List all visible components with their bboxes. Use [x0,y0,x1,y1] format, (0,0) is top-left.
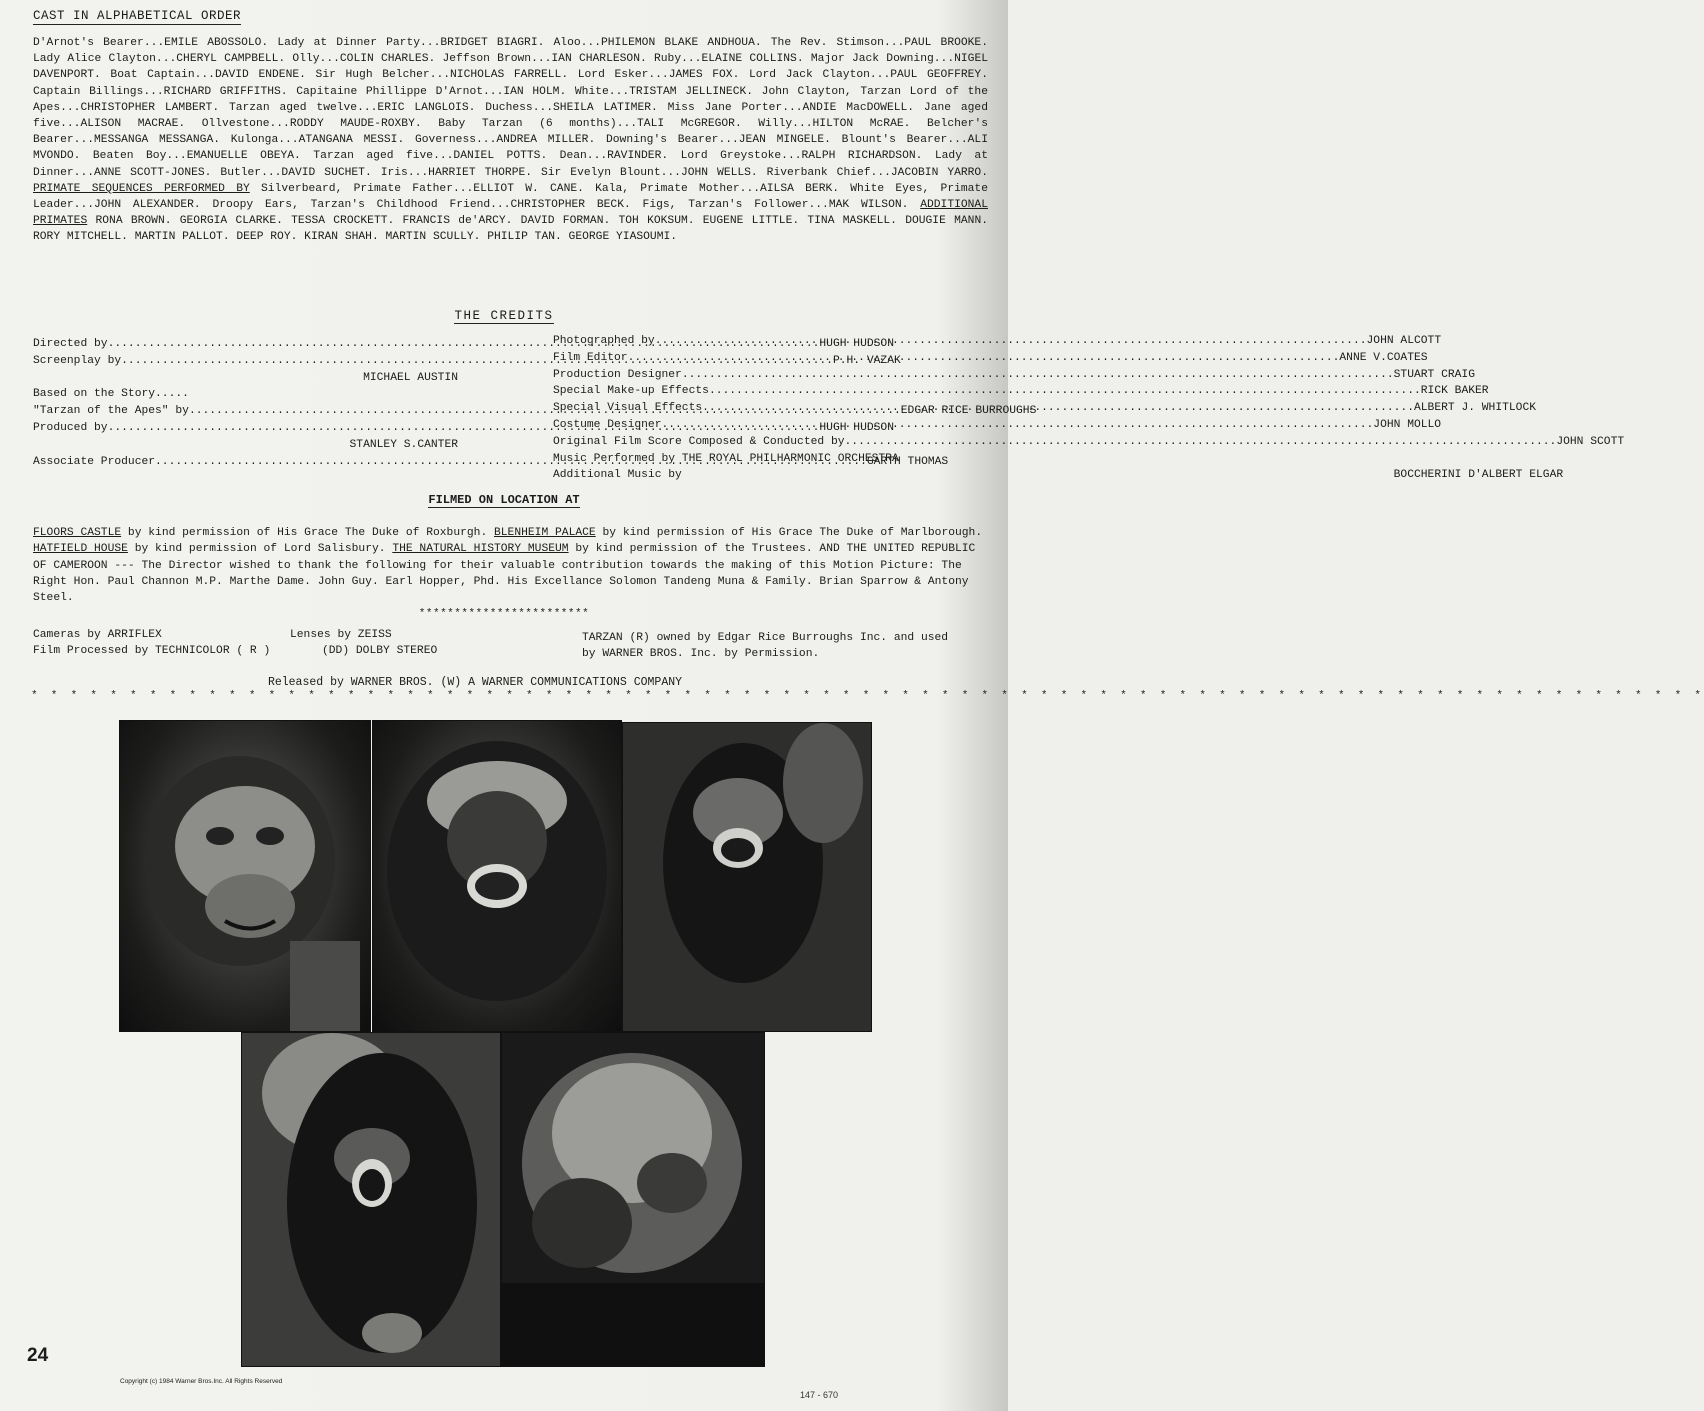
location-credit: by kind permission of the Trustees. AND THE UNITED REPUBLIC OF CAMEROON --- The Director wished to thank the following for their valuable contribution towards the making of this Motion Picture: The Right Hon. Paul Channon M.P. Marthe Dame. John Guy. Earl Hopper, Phd. His Excellance Solomon Tandeng Muna & Family. Brian Sparrow & Antony Steel. [33,543,976,605]
credit-value: JOHN ALCOTT [1366,335,1442,347]
credit-value: EDGAR RICE BURROUGHS [900,405,1037,418]
location-credit: by kind permission of Lord Salisbury. [127,543,393,556]
credit-value-continued: STANLEY S.CANTER [349,438,458,451]
credit-row [33,386,458,403]
credit-row [553,400,1537,417]
location-text [33,525,988,606]
chimpanzee-photo-2 [372,720,622,1032]
credit-label: Based on the Story..... [33,388,189,401]
credit-value: BOCCHERINI D'ALBERT ELGAR [1393,469,1564,482]
credit-row [553,451,978,468]
cast-header: CAST IN ALPHABETICAL ORDER [33,9,242,23]
credit-value: JOHN MOLLO [1373,418,1442,431]
credit-label: Produced by [33,421,108,434]
credit-value-continued: MICHAEL AUSTIN [363,371,458,384]
tarzan-trademark: TARZAN (R) owned by Edgar Rice Burroughs Inc. and used [582,632,949,644]
credit-label: Screenplay by [33,354,122,367]
credit-value: ALBERT J. WHITLOCK [1413,402,1537,415]
blenheim-palace-label: BLENHEIM PALACE [494,527,596,539]
credit-label: Directed by [33,338,108,350]
credit-value: JOHN SCOTT [1556,435,1625,448]
credit-value: P.H. VAZAK [832,354,901,367]
location-title [0,493,1008,507]
credit-row [553,333,1442,350]
credit-row [553,434,1625,451]
credit-label: Additional Music by [553,469,682,482]
additional-primates-text: RONA BROWN. GEORGIA CLARKE. TESSA CROCKETT. FRANCIS de'ARCY. DAVID FORMAN. TOH KOKSUM. EUGENE LITTLE. TINA MASKELL. DOUGIE MANN. RORY MITCHELL. MARTIN PALLOT. DEEP ROY. KIRAN SHAH. MARTIN SCULLY. PHILIP TAN. GEORGE YIASOUMI. [33,215,989,244]
tarzan-trademark-cont: by WARNER BROS. Inc. by Permission. [582,648,820,660]
cast-text: D'Arnot's Bearer...EMILE ABOSSOLO. Lady at Dinner Party...BRIDGET BIAGRI. Aloo...PHILEMON BLAKE ANDHOUA. The Rev. Stimson...PAUL BROOKE. Lady Alice Clayton...CHERYL CAMPBELL. Olly...COLIN CHARLES. Jeffson Brown...IAN CHARLESON. Ruby...ELAINE COLLINS. Major Jack Downing...NIGEL DAVENPORT. Boat Captain...DAVID ENDENE. Sir Hugh Belcher...NICHOLAS FARRELL. Lord Esker...JAMES FOX. Lord Jack Clayton...PAUL GEOFFREY. Captain Billings...RICHARD GRIFFITHS. Capitaine Phillippe D'Arnot...IAN HOLM. White...TRISTAM JELLINECK. John Clayton, Tarzan Lord of the Apes...CHRISTOPHER LAMBERT. Tarzan aged twelve...ERIC LANGLOIS. Duchess...SHEILA LATIMER. Miss Jane Porter...ANDIE MacDOWELL. Jane aged five...ALISON MACRAE. Ollvestone...RODDY MAUDE-ROXBY. Baby Tarzan (6 months)...TALI McGREGOR. Willy...HILTON McRAE. Belcher's Bearer...MESSANGA MESSANGA. Kulonga...ATANGANA MESSI. Governess...ANDREA MILLER. Downing's Bearer...JEAN MINGELE. Blount's Bearer...ALI MVONDO. Beaten Boy...EMANUELLE OBEYA. Tarzan aged five...DANIEL POTTS. Dean...RAVINDER. Lord Greystoke...RALPH RICHARDSON. Lady at Dinner...ANNE SCOTT-JONES. Butler...DAVID SUCHET. Iris...HARRIET THORPE. Sir Evelyn Blount...JOHN WELLS. Riverbank Chief...JACOBIN YARRO. [33,37,988,179]
cameras-credit: Cameras by ARRIFLEX [33,629,162,641]
credit-row [553,367,1475,384]
credit-row [553,467,1564,484]
hatfield-house-label: HATFIELD HOUSE [33,543,128,556]
credit-value: HUGH HUDSON [819,421,894,434]
credit-row [553,383,1489,400]
credits-right-column [553,333,1625,484]
credit-label: Music Performed by THE ROYAL PHILHARMONIC ORCHESTRA [553,452,899,465]
catalog-number: 147 - 670 [800,1390,839,1400]
credits-title-text: THE CREDITS [454,309,554,323]
credit-label: Special Make-up Effects [553,385,709,398]
credit-label: Associate Producer [33,455,156,468]
primate-sequences-label: PRIMATE SEQUENCES PERFORMED BY [33,182,250,195]
credit-label: Costume Designer [553,418,662,431]
location-credit: by kind permission of His Grace The Duke of Roxburgh. [121,527,494,539]
location-credit: by kind permission of His Grace The Duke of Marlborough. [595,527,983,539]
credits-title [0,309,1008,323]
cast-list [33,35,988,246]
chimpanzee-photo-5 [501,1032,765,1367]
copyright-notice: Copyright (c) 1984 Warner Bros.Inc. All Rights Reserved [120,1378,283,1385]
credit-value: STUART CRAIG [1393,368,1475,381]
credit-value: ANNE V.COATES [1339,351,1428,364]
credit-value: HUGH HUDSON [819,338,894,350]
location-title-text: FILMED ON LOCATION AT [428,493,580,507]
credit-label: "Tarzan of the Apes" by [33,405,189,418]
release-credit: Released by WARNER BROS. (W) A WARNER COMMUNICATIONS COMPANY [267,676,683,689]
chimpanzee-photo-3 [622,722,872,1032]
credit-label: Production Designer [553,368,682,381]
credit-label: Original Film Score Composed & Conducted by [553,435,845,448]
primate-sequences-text: Silverbeard, Primate Father...ELLIOT W. CANE. Kala, Primate Mother...AILSA BERK. White Eyes, Primate Leader...JOHN ALEXANDER. Droopy Ears, Tarzan's Childhood Friend...CHRISTOPHER BECK. Figs, Tarzan's Follower...MAK WILSON. [33,182,988,212]
credit-value: GARTH THOMAS [866,455,949,468]
floors-castle-label: FLOORS CASTLE [33,527,122,539]
additional-primates-label: ADDITIONAL PRIMATES [33,199,988,228]
lenses-credit: Lenses by ZEISS [290,629,392,641]
credit-label: Photographed by [553,335,655,347]
credit-label: Special Visual Effects [553,402,703,415]
chimpanzee-photo-4 [241,1032,501,1367]
dolby-credit: (DD) DOLBY STEREO [322,645,438,657]
credit-row [553,350,1428,367]
credit-row [553,417,1442,434]
star-divider-long: * * * * * * * * * * * * * * * * * * * * * * * * * * * * * * * * * * * * * * * * * * * * * * * * * * * * * * * * * * * * * * * * * * * * * * * * * * * * * * * * * * * * * [31,690,1704,702]
natural-history-museum-label: THE NATURAL HISTORY MUSEUM [392,543,569,556]
credit-label: Film Editor [553,351,628,364]
page-number: 24 [27,1345,49,1366]
credit-value: RICK BAKER [1420,385,1489,398]
processing-credit: Film Processed by TECHNICOLOR ( R ) [33,645,271,657]
chimpanzee-photo-1 [119,720,371,1032]
star-divider-short: ************************ [418,608,590,620]
